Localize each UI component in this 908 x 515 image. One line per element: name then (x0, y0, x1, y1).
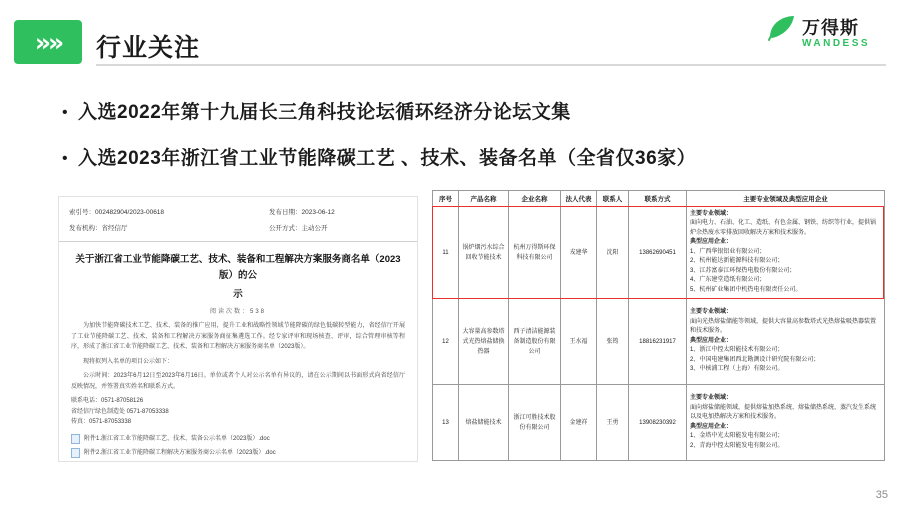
field-text: 面向光热熔盐储能等领域，提供大容量高参数塔式光热熔盐吸热器装置和技术服务。 (690, 318, 877, 335)
case-head: 典型应用企业： (690, 337, 733, 344)
cell-field (687, 299, 885, 385)
leaf-logo-icon (766, 14, 796, 42)
case-item: 2、杭州能达新能源科技有限公司； (690, 258, 784, 265)
document-file-icon (71, 448, 80, 458)
document-card (58, 196, 418, 462)
catalog-table-wrapper (432, 190, 884, 462)
field-head: 主要专业领域： (690, 210, 733, 217)
doc-title: 关于浙江省工业节能降碳工艺、技术、装备和工程解决方案服务商名单（2023版）的公 (75, 254, 401, 281)
case-item: 3、江苏富泰江环保热电股份有限公司； (690, 267, 796, 274)
field-head: 主要专业领域： (690, 309, 733, 316)
doc-paragraph: 联系电话：0571-87058126 (71, 398, 144, 404)
bullet-list (62, 100, 862, 192)
cell-no: 12 (433, 299, 459, 385)
cell-contact: 张筠 (597, 299, 629, 385)
cell-enterprise: 西子清洁能源装备制造股份有限公司 (509, 299, 561, 385)
logo-text-en: WANDESS (802, 38, 871, 49)
doc-paragraph: 为加快节能降碳技术工艺、技术、装备的推广应用，提升工业和战略性领域节能降碳的绿色低碳转型能力，省经信厅开展了工业节能降碳工艺、技术、装备和工程解决方案服务商征集遴选工作。经专家评审和现场核查、评审，综合管理审核等程序，形成了浙江省工业节能降碳工艺、技术、装备和工程解决方案服务商名单（2023版）。 (71, 323, 405, 350)
field-text: 面向电力、石油、化工、造纸、有色金属、钢铁、纺织等行业，提供锅炉余热废水零排放回收解决方案和技术服务。 (690, 220, 877, 236)
catalog-table (432, 190, 885, 461)
bullet-text: 入选2022年第十九届长三角科技论坛循环经济分论坛文集 (78, 102, 571, 123)
doc-subtitle: 示 (233, 289, 243, 300)
doc-body (71, 321, 405, 392)
cell-phone: 13908230392 (629, 385, 687, 461)
field-text: 面向熔盐储能领域，提供熔盐加热系统、熔盐储热系统、蒸汽发生系统以及电加热解决方案和技术服务。 (690, 404, 877, 420)
cell-contact: 王勇 (597, 385, 629, 461)
col-header-rep: 法人代表 (561, 191, 597, 207)
cell-field (687, 207, 885, 299)
col-header-enterprise: 企业名称 (509, 191, 561, 207)
doc-index-label: 索引号：002482904/2023-00618 (69, 209, 165, 216)
cell-no: 13 (433, 385, 459, 461)
case-head: 典型应用企业： (690, 239, 733, 246)
case-head: 典型应用企业： (690, 423, 733, 430)
case-item: 4、广东建堂造纸有限公司； (690, 277, 766, 284)
col-header-no: 序号 (433, 191, 459, 207)
page-number: 35 (875, 489, 888, 501)
bullet-text: 入选2023年浙江省工业节能降碳工艺 、技术、装备名单（全省仅36家） (78, 148, 697, 169)
case-item: 1、金塔中光太阳能发电有限公司； (690, 433, 784, 439)
doc-read-counter: 阅读次数：538 (209, 309, 266, 315)
cell-enterprise: 浙江可胜技术股份有限公司 (509, 385, 561, 461)
case-item: 1、广西华银铝业有限公司； (690, 248, 766, 255)
cell-product: 大容量高参数塔式光热熔盐储换热器 (459, 299, 509, 385)
document-meta (59, 197, 417, 242)
doc-open-label: 公开方式：主动公开 (269, 225, 328, 232)
table-header-row (433, 191, 885, 207)
doc-paragraph: 省经信厅绿色制造处 0571-87053338 (71, 408, 169, 415)
page-title: 行业关注 (96, 34, 201, 62)
case-item: 2、中国电建集团西北勘测设计研究院有限公司； (690, 356, 820, 363)
col-header-contact: 联系人 (597, 191, 629, 207)
cell-rep: 王水福 (561, 299, 597, 385)
col-header-field: 主要专业领域及典型应用企业 (687, 191, 885, 207)
case-item: 5、杭州矿业集团中机热电有限责任公司。 (690, 286, 802, 293)
cell-rep: 戎建华 (561, 207, 597, 299)
list-item[interactable] (71, 448, 405, 459)
doc-paragraph: 现将拟列入名单的项目公示如下： (83, 358, 174, 365)
cell-product: 熔盐储能技术 (459, 385, 509, 461)
doc-attachments (71, 434, 405, 459)
cell-phone: 13862690451 (629, 207, 687, 299)
brand-logo (762, 14, 890, 60)
list-item (62, 146, 862, 172)
attachment-label: 附件2.浙江省工业节能降碳工程解决方案服务商公示名单（2023版）.doc (84, 449, 276, 456)
cell-contact: 沈阳 (597, 207, 629, 299)
col-header-product: 产品名称 (459, 191, 509, 207)
case-item: 1、浙江中控太阳能技术有限公司； (690, 347, 784, 354)
case-item: 2、青海中控太阳能发电有限公司。 (690, 442, 784, 449)
doc-paragraph: 传真：0571-87053338 (71, 419, 132, 425)
double-chevron-right-icon: »» (34, 27, 62, 57)
cell-field (687, 385, 885, 461)
doc-paragraph: 公示时间：2023年6月12日至2023年6月16日。单位或者个人对公示名单有异议的，请在公示期间以书面形式向省经信厅反映情况，并签署真实姓名和联系方式。 (71, 373, 405, 390)
logo-text-cn: 万得斯 (802, 18, 859, 38)
list-item (62, 100, 862, 126)
doc-contact-block (71, 396, 405, 428)
table-row (433, 385, 885, 461)
cell-rep: 金建祥 (561, 385, 597, 461)
field-head: 主要专业领域： (690, 395, 733, 401)
section-badge (14, 20, 82, 64)
doc-org-label: 发布机构：省经信厅 (69, 225, 128, 232)
attachment-label: 附件1.浙江省工业节能降碳工艺、技术、装备公示名单（2023版）.doc (84, 435, 270, 442)
cell-product: 锅炉烟污水综合回收节能技术 (459, 207, 509, 299)
cell-no: 11 (433, 207, 459, 299)
table-row (433, 207, 885, 299)
document-file-icon (71, 434, 80, 444)
cell-phone: 18816231917 (629, 299, 687, 385)
bullet-dot-icon: • (62, 150, 68, 167)
doc-date-label: 发布日期：2023-06-12 (269, 209, 335, 216)
list-item[interactable] (71, 434, 405, 445)
cell-enterprise: 杭州万得斯环保科技有限公司 (509, 207, 561, 299)
header-divider (96, 64, 886, 66)
col-header-phone: 联系方式 (629, 191, 687, 207)
case-item: 3、中核浦工程（上海）有限公司。 (690, 366, 784, 373)
bullet-dot-icon: • (62, 104, 68, 121)
table-row (433, 299, 885, 385)
